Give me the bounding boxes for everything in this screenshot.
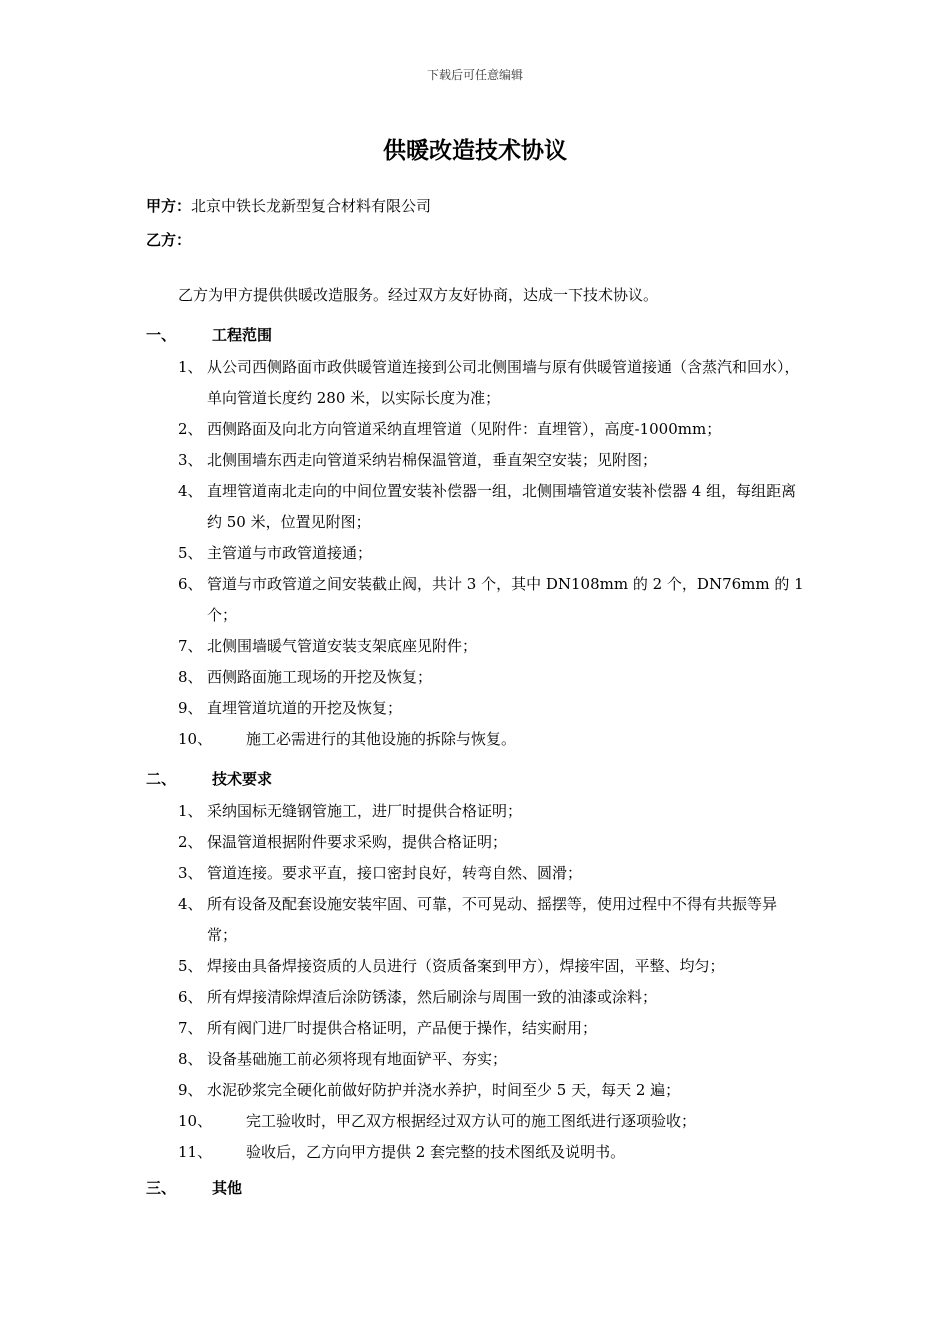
item-number: 11、 — [178, 1143, 213, 1161]
item-number: 9、 — [178, 1081, 203, 1099]
item-text: 设备基础施工前必须将现有地面铲平、夯实； — [207, 1050, 508, 1068]
item-number: 7、 — [178, 637, 203, 655]
list-item — [146, 827, 826, 858]
item-text: 北侧围墙东西走向管道采纳岩棉保温管道，垂直架空安装；见附图； — [207, 451, 658, 469]
list-item — [146, 414, 826, 445]
item-text: 焊接由具备焊接资质的人员进行（资质备案到甲方），焊接牢固，平整、均匀； — [207, 957, 725, 975]
item-text: 西侧路面及向北方向管道采纳直埋管道（见附件：直埋管），高度-1000mm； — [207, 420, 722, 438]
item-number: 6、 — [178, 575, 203, 593]
item-text: 从公司西侧路面市政供暖管道连接到公司北侧围墙与原有供暖管道接通（含蒸汽和回水），单向管道长度约 280 米，以实际长度为准； — [207, 358, 800, 407]
item-text: 保温管道根据附件要求采购，提供合格证明； — [207, 833, 508, 851]
section-title: 技术要求 — [212, 770, 273, 788]
item-number: 1、 — [178, 358, 203, 376]
section-heading — [146, 1175, 826, 1201]
section-heading — [146, 322, 826, 348]
list-item — [146, 1075, 826, 1106]
item-text: 直埋管道南北走向的中间位置安装补偿器一组，北侧围墙管道安装补偿器 4 组，每组距离约 50 米，位置见附图； — [207, 482, 797, 531]
section-title: 其他 — [212, 1179, 243, 1197]
item-text: 所有设备及配套设施安装牢固、可靠，不可晃动、摇摆等，使用过程中不得有共振等异常； — [207, 895, 778, 944]
section-heading — [146, 766, 826, 792]
item-number: 5、 — [178, 957, 203, 975]
section-item-list — [146, 352, 826, 755]
item-number: 6、 — [178, 988, 203, 1006]
list-item — [146, 662, 826, 693]
item-number: 3、 — [178, 451, 203, 469]
list-item — [146, 1044, 826, 1075]
section-scope — [146, 322, 826, 755]
section-title: 工程范围 — [212, 326, 273, 344]
party-a-label: 甲方： — [146, 197, 192, 215]
list-item — [146, 631, 826, 662]
item-number: 10、 — [178, 1112, 213, 1130]
item-text: 管道与市政管道之间安装截止阀，共计 3 个，其中 DN108mm 的 2 个，DN76mm 的 1 个； — [207, 575, 804, 624]
document-title: 供暖改造技术协议 — [383, 137, 567, 164]
item-text: 北侧围墙暖气管道安装支架底座见附件； — [207, 637, 478, 655]
list-item — [146, 538, 826, 569]
item-text: 管道连接。要求平直，接口密封良好，转弯自然、圆滑； — [207, 864, 583, 882]
section-number: 一、 — [146, 326, 177, 344]
party-a-value: 北京中铁长龙新型复合材料有限公司 — [191, 197, 432, 215]
list-item — [146, 569, 826, 631]
item-number: 3、 — [178, 864, 203, 882]
item-number: 10、 — [178, 730, 213, 748]
section-number: 二、 — [146, 770, 177, 788]
item-number: 5、 — [178, 544, 203, 562]
party-b-label: 乙方： — [146, 231, 192, 249]
list-item — [146, 693, 826, 724]
list-item — [146, 476, 826, 538]
list-item — [146, 858, 826, 889]
section-item-list — [146, 796, 826, 1168]
item-number: 8、 — [178, 1050, 203, 1068]
header-note: 下载后可任意编辑 — [426, 68, 523, 82]
list-item — [146, 1137, 826, 1168]
item-number: 2、 — [178, 833, 203, 851]
list-item — [146, 889, 826, 951]
list-item — [146, 796, 826, 827]
party-a-line — [146, 195, 431, 217]
section-technical-requirements — [146, 766, 826, 1168]
item-number: 4、 — [178, 895, 203, 913]
item-number: 9、 — [178, 699, 203, 717]
intro-paragraph: 乙方为甲方提供供暖改造服务。经过双方友好协商，达成一下技术协议。 — [178, 286, 659, 304]
party-b-line — [146, 229, 191, 251]
section-number: 三、 — [146, 1179, 177, 1197]
item-text: 采纳国标无缝钢管施工，进厂时提供合格证明； — [207, 802, 523, 820]
item-text: 水泥砂浆完全硬化前做好防护并浇水养护，时间至少 5 天，每天 2 遍； — [207, 1081, 681, 1099]
list-item — [146, 352, 826, 414]
list-item — [146, 724, 826, 755]
item-number: 2、 — [178, 420, 203, 438]
item-text: 完工验收时，甲乙双方根据经过双方认可的施工图纸进行逐项验收； — [246, 1112, 697, 1130]
item-text: 直埋管道坑道的开挖及恢复； — [207, 699, 403, 717]
item-text: 主管道与市政管道接通； — [207, 544, 373, 562]
item-text: 验收后，乙方向甲方提供 2 套完整的技术图纸及说明书。 — [246, 1143, 626, 1161]
list-item — [146, 982, 826, 1013]
item-text: 施工必需进行的其他设施的拆除与恢复。 — [246, 730, 517, 748]
list-item — [146, 1013, 826, 1044]
item-number: 7、 — [178, 1019, 203, 1037]
item-number: 8、 — [178, 668, 203, 686]
item-text: 西侧路面施工现场的开挖及恢复； — [207, 668, 433, 686]
item-text: 所有焊接清除焊渣后涂防锈漆，然后刷涂与周围一致的油漆或涂料； — [207, 988, 658, 1006]
list-item — [146, 951, 826, 982]
list-item — [146, 1106, 826, 1137]
item-number: 4、 — [178, 482, 203, 500]
item-text: 所有阀门进厂时提供合格证明，产品便于操作，结实耐用； — [207, 1019, 598, 1037]
section-other — [146, 1175, 826, 1201]
item-number: 1、 — [178, 802, 203, 820]
list-item — [146, 445, 826, 476]
